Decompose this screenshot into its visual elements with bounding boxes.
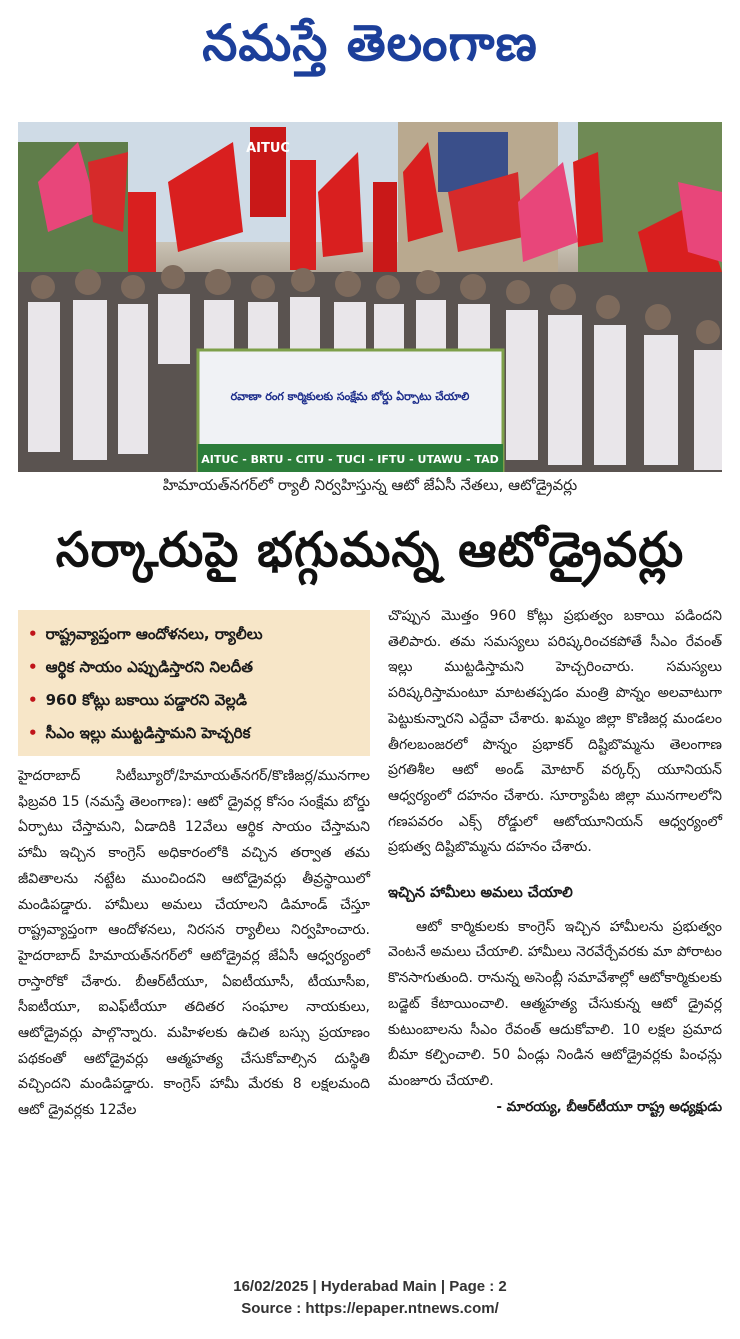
- photo-caption: హిమాయత్‌నగర్‌లో ర్యాలీ నిర్వహిస్తున్న ఆటో జేఏసీ నేతలు, ఆటోడ్రైవర్లు: [162, 476, 578, 494]
- banner-unions-text: AITUC - BRTU - CITU - TUCI - IFTU - UTAWU - TAD: [201, 453, 499, 466]
- banner-demand-text: రవాణా రంగ కార్మికులకు సంక్షేమ బోర్డు ఏర్పాటు చేయాలి: [230, 390, 470, 403]
- flag-text: AITUC: [246, 141, 290, 156]
- article-subheading: ఇచ్చిన హామీలు అమలు చేయాలి: [388, 885, 573, 902]
- quote-signature: - మారయ్య, బీఆర్‌టీయూ రాష్ట్ర అధ్యక్షుడు: [496, 1098, 722, 1115]
- news-photo: [18, 122, 722, 472]
- highlight-item: • సీఎం ఇల్లు ముట్టడిస్తామని హెచ్చరిక: [28, 717, 360, 750]
- rally-photo-illustration: [18, 122, 722, 472]
- highlights-box: [18, 610, 370, 756]
- article-body-right: చొప్పున మొత్తం 960 కోట్లు ప్రభుత్వం బకాయి పడిందని తెలిపారు. తమ సమస్యలు పరిష్కరించకపోతే సీఎం రేవంత్ ఇల్లు ముట్టడిస్తామని హెచ్చరించారు. సమస్యలు పరిష్కరిస్తామంటూ మాటతప్పడం మంత్రి పొన్నం అలవాటుగా పెట్టుకున్నారని ఎద్దేవా చేశారు. ఖమ్మం జిల్లా కొణిజర్ల మండలం తీగలబంజరలో పొన్నం ప్రభాకర్ దిష్టిబొమ్మను తెలంగాణ ప్రగతిశీల ఆటో అండ్ మోటార్ వర్కర్స్ యూనియన్ ఆధ్వర్యంలో దహనం చేశారు. సూర్యాపేట జిల్లా మునగాలలోని గణపవరం ఎక్స్ రోడ్డులో ఆటోయూనియన్ ఆధ్వర్యంలో ప్రభుత్వ దిష్టిబొమ్మను దహనం చేశారు.: [388, 608, 722, 856]
- highlight-item: • ఆర్థిక సాయం ఎప్పుడిస్తారని నిలదీత: [28, 651, 360, 684]
- article-column-left: [18, 764, 370, 1124]
- footer-meta: 16/02/2025 | Hyderabad Main | Page : 2: [233, 1278, 507, 1295]
- article-headline: సర్కారుపై భగ్గుమన్న ఆటోడ్రైవర్లు: [55, 522, 685, 578]
- newspaper-logo: నమస్తే తెలంగాణ: [202, 14, 538, 72]
- masthead: [0, 8, 740, 78]
- article-body-left: హైదరాబాద్ సిటీబ్యూరో/హిమాయత్‌నగర్/కొణిజర్ల/మునగాల ఫిబ్రవరి 15 (నమస్తే తెలంగాణ): ఆటో డ్రైవర్ల కోసం సంక్షేమ బోర్డు ఏర్పాటు చేస్తామని, ఏడాదికి 12వేలు ఆర్థిక సాయం చేస్తామని హామీ ఇచ్చిన కాంగ్రెస్ అధికారంలోకి వచ్చిన తర్వాత తమ జీవితాలను నట్టేట ముంచిందని ఆటోడ్రైవర్లు తీవ్రస్థాయిలో మండిపడ్డారు. హామీలు అమలు చేయాలని డిమాండ్ చేస్తూ రాష్ట్రవ్యాప్తంగా ఆందోళనలు, నిరసన ర్యాలీలు నిర్వహించారు. హైదరాబాద్ హిమాయత్‌నగర్‌లో ఆటోడ్రైవర్ల జేఏసీ ఆధ్వర్యంలో రాస్తారోకో చేశారు. బీఆర్‌టీయూ, ఏఐటీయూసీ, టీయూసీఐ, సీఐటీయూ, ఐఎఫ్‌టీయూ తదితర సంఘాల నాయకులు, ఆటోడ్రైవర్లు పాల్గొన్నారు. మహిళలకు ఉచిత బస్సు ప్రయాణం పథకంతో ఆటోడ్రైవర్లు ఆత్మహత్య చేసుకోవాల్సిన దుస్థితి వచ్చిందని మండిపడ్డారు. కాంగ్రెస్ హామీ మేరకు 8 లక్షలమంది ఆటో డ్రైవర్లకు 12వేల: [18, 768, 370, 1119]
- quote-body: ఆటో కార్మికులకు కాంగ్రెస్ ఇచ్చిన హామీలను ప్రభుత్వం వెంటనే అమలు చేయాలి. హామీలు నెరవేర్చేవరకు మా పోరాటం కొనసాగుతుంది. రానున్న అసెంబ్లీ సమావేశాల్లో ఆటోకార్మికులకు బడ్జెట్ కేటాయించాలి. ఆత్మహత్య చేసుకున్న ఆటో డ్రైవర్ల కుటుంబాలను సీఎం రేవంత్ ఆదుకోవాలి. 10 లక్షల ప్రమాద బీమా కల్పించాలి. 50 ఏండ్లు నిండిన ఆటోడ్రైవర్లకు పింఛన్లు మంజూరు చేయాలి.: [388, 918, 722, 1089]
- highlight-item: • 960 కోట్లు బకాయి పడ్డారని వెల్లడి: [28, 684, 360, 717]
- highlight-item: • రాష్ట్రవ్యాప్తంగా ఆందోళనలు, ర్యాలీలు: [28, 618, 360, 651]
- article-column-right: [388, 604, 722, 1120]
- footer-source: Source : https://epaper.ntnews.com/: [241, 1300, 499, 1317]
